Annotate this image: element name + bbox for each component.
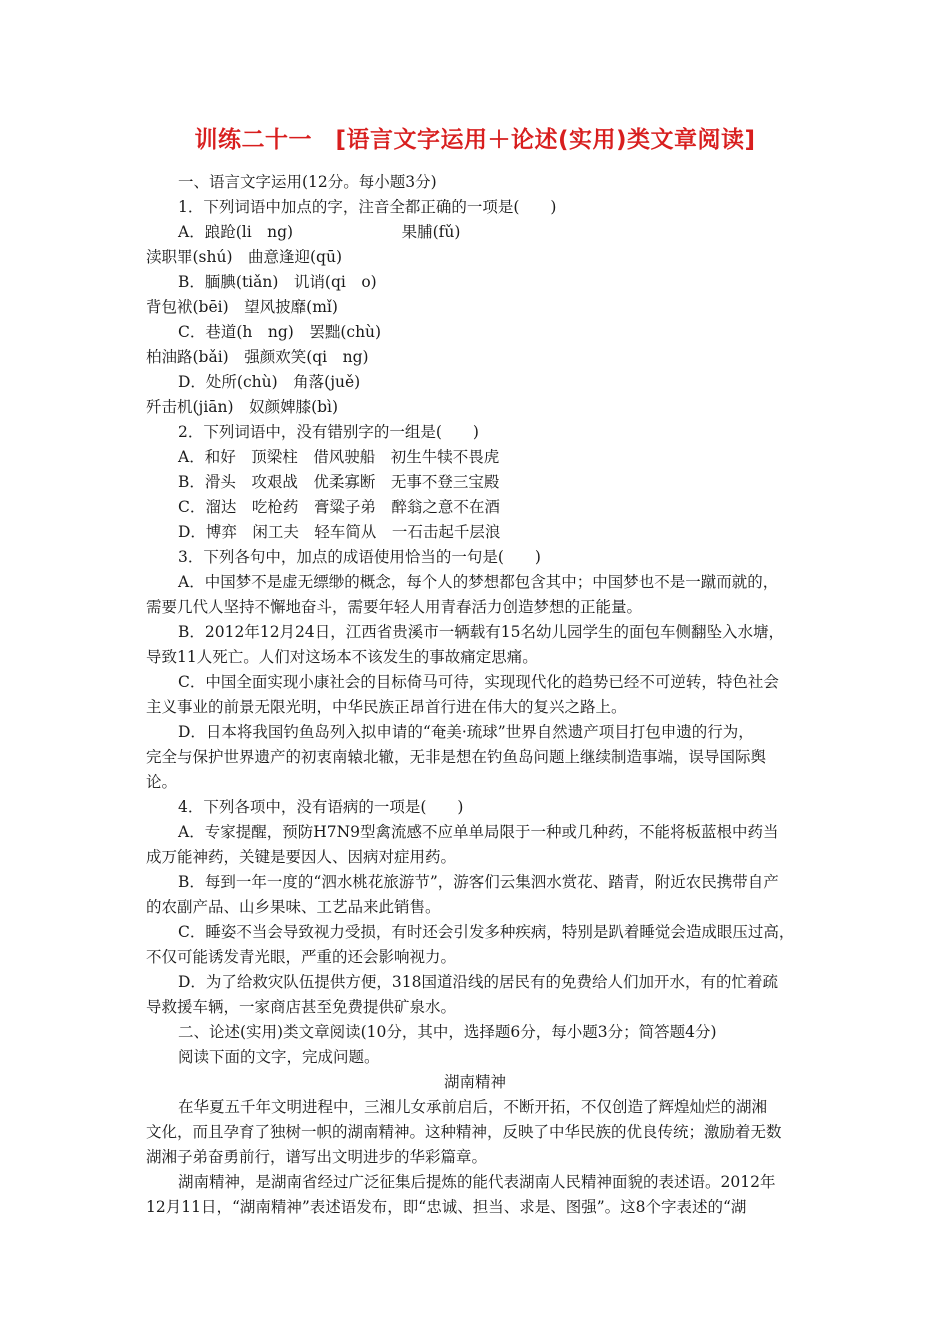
paragraph-line: 主义事业的前景无限光明，中华民族正昂首行进在伟大的复兴之路上。 xyxy=(146,698,627,716)
paragraph-line: 导致11人死亡。人们对这场本不该发生的事故痛定思痛。 xyxy=(146,648,538,666)
question-1: 1．下列词语中加点的字，注音全都正确的一项是( ) xyxy=(178,198,557,216)
option-line: A．踉跄(li ng) 果脯(fǔ) xyxy=(178,223,461,241)
question-4: 4．下列各项中，没有语病的一项是( ) xyxy=(178,798,464,816)
paragraph-line: 导救援车辆，一家商店甚至免费提供矿泉水。 xyxy=(146,998,457,1016)
paragraph-line: C．中国全面实现小康社会的目标倚马可待，实现现代化的趋势已经不可逆转，特色社会 xyxy=(178,673,779,691)
option-line: 歼击机(jiān) 奴颜婢膝(bì) xyxy=(146,398,339,416)
instruction-line: 阅读下面的文字，完成问题。 xyxy=(178,1048,380,1066)
paragraph-line: 的农副产品、山乡果味、工艺品来此销售。 xyxy=(146,898,441,916)
paragraph-line: 成万能神药，关键是要因人、因病对症用药。 xyxy=(146,848,457,866)
article-title: 湖南精神 xyxy=(443,1073,506,1091)
option-line: A．和好 顶梁柱 借风驶船 初生牛犊不畏虎 xyxy=(178,448,500,466)
option-line: 渎职罪(shú) 曲意逢迎(qū) xyxy=(146,248,343,266)
option-line: D．博弈 闲工夫 轻车简从 一石击起千层浪 xyxy=(178,523,501,541)
article-line: 在华夏五千年文明进程中，三湘儿女承前启后，不断开拓，不仅创造了辉煌灿烂的湖湘 xyxy=(178,1098,768,1116)
option-line: C．溜达 吃枪药 膏粱子弟 醉翁之意不在酒 xyxy=(178,498,500,516)
page-title: 训练二十一 [语言文字运用＋论述(实用)类文章阅读] xyxy=(194,127,756,153)
section-heading: 二、论述(实用)类文章阅读(10分，其中，选择题6分，每小题3分；简答题4分) xyxy=(178,1023,717,1041)
paragraph-line: 论。 xyxy=(146,773,178,791)
question-3: 3．下列各句中，加点的成语使用恰当的一句是( ) xyxy=(178,548,541,566)
paragraph-line: A．中国梦不是虚无缥缈的概念，每个人的梦想都包含其中；中国梦也不是一蹴而就的， xyxy=(178,573,779,591)
paragraph-line: A．专家提醒，预防H7N9型禽流感不应单单局限于一种或几种药，不能将板蓝根中药当 xyxy=(178,823,779,841)
paragraph-line: 完全与保护世界遗产的初衷南辕北辙，无非是想在钓鱼岛问题上继续制造事端，误导国际舆 xyxy=(146,748,767,766)
article-line: 12月11日，“湖南精神”表述语发布，即“忠诚、担当、求是、图强”。这8个字表述的“湖 xyxy=(146,1198,747,1216)
paragraph-line: D．日本将我国钓鱼岛列入拟申请的“奄美·琉球”世界自然遗产项目打包申遗的行为， xyxy=(178,723,754,741)
section-heading: 一、语言文字运用(12分。每小题3分) xyxy=(178,173,437,191)
option-line: B．滑头 攻艰战 优柔寡断 无事不登三宝殿 xyxy=(178,473,500,491)
paragraph-line: 需要几代人坚持不懈地奋斗，需要年轻人用青春活力创造梦想的正能量。 xyxy=(146,598,643,616)
option-line: D．处所(chù) 角落(juě) xyxy=(178,373,361,391)
paragraph-line: B．2012年12月24日，江西省贵溪市一辆载有15名幼儿园学生的面包车侧翻坠入水塘， xyxy=(178,623,785,641)
article-line: 湖南精神，是湖南省经过广泛征集后提炼的能代表湖南人民精神面貌的表述语。2012年 xyxy=(178,1173,776,1191)
paragraph-line: C．睡姿不当会导致视力受损，有时还会引发多种疾病，特别是趴着睡觉会造成眼压过高， xyxy=(178,923,795,941)
paragraph-line: D．为了给救灾队伍提供方便，318国道沿线的居民有的免费给人们加开水，有的忙着疏 xyxy=(178,973,779,991)
article-line: 湖湘子弟奋勇前行，谱写出文明进步的华彩篇章。 xyxy=(146,1148,488,1166)
option-line: C．巷道(h ng) 罢黜(chù) xyxy=(178,323,382,341)
paragraph-line: B．每到一年一度的“泗水桃花旅游节”，游客们云集泗水赏花、踏青，附近农民携带自产 xyxy=(178,873,779,891)
option-line: 柏油路(bǎi) 强颜欢笑(qi ng) xyxy=(146,348,369,366)
paragraph-line: 不仅可能诱发青光眼，严重的还会影响视力。 xyxy=(146,948,457,966)
article-line: 文化，而且孕育了独树一帜的湖南精神。这种精神，反映了中华民族的优良传统；激励着无数 xyxy=(146,1123,782,1141)
option-line: 背包袱(bēi) 望风披靡(mǐ) xyxy=(146,298,338,316)
option-line: B．腼腆(tiǎn) 讥诮(qi o) xyxy=(178,273,377,291)
question-2: 2．下列词语中，没有错别字的一组是( ) xyxy=(178,423,479,441)
